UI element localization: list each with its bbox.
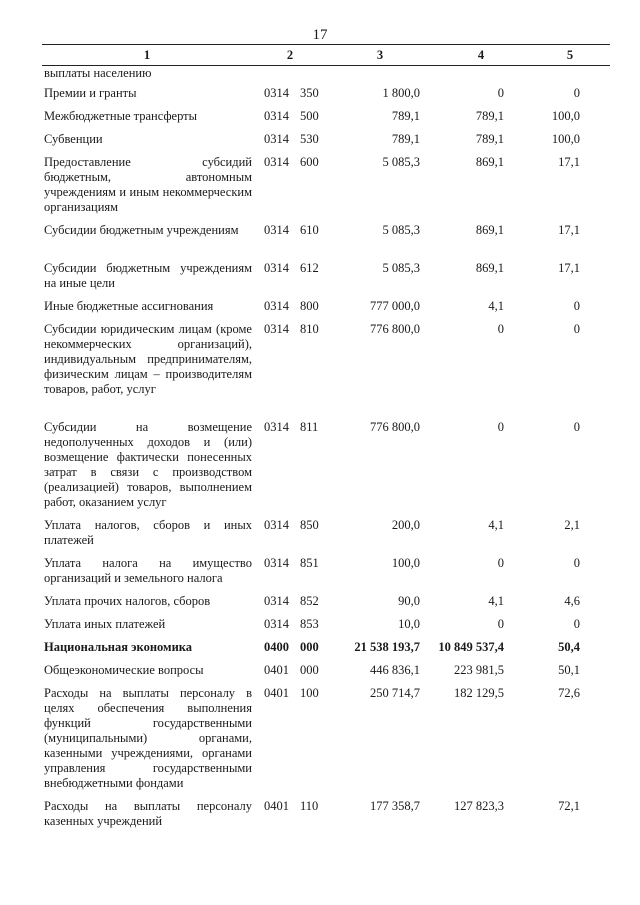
row-percent-value: 0 xyxy=(573,616,580,631)
row-plan-value: 5 085,3 xyxy=(382,260,420,275)
row-actual-value: 182 129,5 xyxy=(454,685,504,700)
section-code: 0314 xyxy=(264,85,289,100)
row-code xyxy=(252,155,328,223)
row-name: Уплата иных платежей xyxy=(44,616,166,631)
table-row xyxy=(42,420,610,518)
table-row xyxy=(42,617,610,640)
row-plan-value: 789,1 xyxy=(391,131,420,146)
expense-type-code: 811 xyxy=(300,419,319,434)
row-name: Уплата налогов, сборов и иных платежей xyxy=(44,517,252,547)
row-code xyxy=(252,594,328,617)
section-code: 0314 xyxy=(264,555,289,570)
row-percent-value: 0 xyxy=(573,555,580,570)
expense-type-code: 600 xyxy=(300,154,319,169)
row-actual-value: 10 849 537,4 xyxy=(438,639,504,654)
row-actual-value: 4,1 xyxy=(488,593,504,608)
row-actual-value: 869,1 xyxy=(475,154,504,169)
row-plan-value: 177 358,7 xyxy=(370,798,420,813)
row-percent-value: 0 xyxy=(573,419,580,434)
table-row xyxy=(42,261,610,299)
row-code xyxy=(252,86,328,109)
row-code xyxy=(252,66,328,86)
row-code xyxy=(252,132,328,155)
section-code: 0401 xyxy=(264,662,289,677)
row-name: Национальная экономика xyxy=(44,639,193,654)
row-actual-value: 0 xyxy=(497,616,504,631)
section-code: 0401 xyxy=(264,685,289,700)
row-code xyxy=(252,799,328,837)
row-plan-value: 5 085,3 xyxy=(382,154,420,169)
row-name: Субсидии бюджетным учреждениям на иные цели xyxy=(44,260,252,290)
expense-type-code: 000 xyxy=(300,662,319,677)
expense-type-code: 610 xyxy=(300,222,319,237)
section-code: 0314 xyxy=(264,131,289,146)
row-plan-value: 10,0 xyxy=(398,616,420,631)
row-percent-value: 50,1 xyxy=(558,662,580,677)
table-row xyxy=(42,223,610,261)
section-code: 0314 xyxy=(264,298,289,313)
table-row xyxy=(42,799,610,837)
column-header: 5 xyxy=(530,45,610,66)
row-name: Субсидии бюджетным учреждениям xyxy=(44,222,239,237)
column-header: 1 xyxy=(42,45,252,66)
section-code: 0314 xyxy=(264,517,289,532)
row-percent-value: 0 xyxy=(573,321,580,336)
row-name: выплаты населению xyxy=(44,66,152,80)
row-name: Расходы на выплаты персоналу в целях обеспечения выполнения функций государственными (муниципальными) органами, казенными учреждениями, органами управления государственными внебюджетными фондами xyxy=(44,685,252,790)
section-code: 0314 xyxy=(264,154,289,169)
row-percent-value: 72,1 xyxy=(558,798,580,813)
section-code: 0314 xyxy=(264,222,289,237)
section-code: 0314 xyxy=(264,419,289,434)
expense-type-code: 810 xyxy=(300,321,319,336)
table-row xyxy=(42,556,610,594)
expense-type-code: 110 xyxy=(300,798,319,813)
table-row xyxy=(42,640,610,663)
row-plan-value: 21 538 193,7 xyxy=(354,639,420,654)
expense-type-code: 612 xyxy=(300,260,319,275)
row-name: Межбюджетные трансферты xyxy=(44,108,198,123)
expense-type-code: 800 xyxy=(300,298,319,313)
expense-type-code: 350 xyxy=(300,85,319,100)
row-code xyxy=(252,420,328,518)
table-row xyxy=(42,109,610,132)
row-actual-value: 0 xyxy=(497,419,504,434)
row-name: Предоставление субсидий бюджетным, автономным учреждениям и иным некоммерческим организациям xyxy=(44,154,252,214)
row-actual-value: 0 xyxy=(497,85,504,100)
expense-type-code: 500 xyxy=(300,108,319,123)
row-code xyxy=(252,109,328,132)
section-code: 0314 xyxy=(264,108,289,123)
row-code xyxy=(252,223,328,261)
expense-type-code: 530 xyxy=(300,131,319,146)
row-code xyxy=(252,640,328,663)
column-header: 2 xyxy=(252,45,328,66)
row-code xyxy=(252,322,328,420)
row-plan-value: 776 800,0 xyxy=(370,321,420,336)
row-percent-value: 0 xyxy=(573,85,580,100)
table-row xyxy=(42,299,610,322)
row-plan-value: 100,0 xyxy=(391,555,420,570)
row-name: Расходы на выплаты персоналу казенных учреждений xyxy=(44,798,252,828)
row-actual-value: 789,1 xyxy=(475,131,504,146)
row-actual-value xyxy=(432,66,530,86)
row-code xyxy=(252,518,328,556)
row-name: Субсидии юридическим лицам (кроме некоммерческих организаций), индивидуальным предпринимателям, физическим лицам – производителям товаров, работ, услуг xyxy=(44,321,252,396)
table-row xyxy=(42,322,610,420)
row-code xyxy=(252,299,328,322)
expense-type-code: 851 xyxy=(300,555,319,570)
row-name: Премии и гранты xyxy=(44,85,137,100)
section-code: 0400 xyxy=(264,639,289,654)
row-percent-value: 17,1 xyxy=(558,222,580,237)
row-name: Иные бюджетные ассигнования xyxy=(44,298,214,313)
row-code xyxy=(252,617,328,640)
row-plan-value: 250 714,7 xyxy=(370,685,420,700)
section-code: 0314 xyxy=(264,260,289,275)
row-code xyxy=(252,663,328,686)
expense-type-code: 000 xyxy=(300,639,319,654)
row-percent-value: 50,4 xyxy=(558,639,580,654)
expense-type-code: 852 xyxy=(300,593,319,608)
row-code xyxy=(252,556,328,594)
expense-type-code: 850 xyxy=(300,517,319,532)
table-row xyxy=(42,132,610,155)
section-code: 0314 xyxy=(264,616,289,631)
row-plan-value: 90,0 xyxy=(398,593,420,608)
table-header-row xyxy=(42,45,610,66)
page-number: 17 xyxy=(312,27,328,43)
budget-table xyxy=(42,44,610,837)
row-plan-value: 446 836,1 xyxy=(370,662,420,677)
row-actual-value: 0 xyxy=(497,321,504,336)
row-percent-value: 4,6 xyxy=(564,593,580,608)
row-plan-value: 1 800,0 xyxy=(382,85,420,100)
row-plan-value: 777 000,0 xyxy=(370,298,420,313)
row-percent-value: 100,0 xyxy=(551,108,580,123)
row-percent-value: 17,1 xyxy=(558,154,580,169)
expense-type-code: 100 xyxy=(300,685,319,700)
expense-type-code: 853 xyxy=(300,616,319,631)
table-row xyxy=(42,594,610,617)
row-code xyxy=(252,261,328,299)
row-actual-value: 127 823,3 xyxy=(454,798,504,813)
section-code: 0401 xyxy=(264,798,289,813)
row-actual-value: 869,1 xyxy=(475,260,504,275)
row-actual-value: 4,1 xyxy=(488,517,504,532)
section-code: 0314 xyxy=(264,593,289,608)
row-percent-value: 2,1 xyxy=(564,517,580,532)
row-code xyxy=(252,686,328,799)
row-actual-value: 0 xyxy=(497,555,504,570)
row-plan-value: 5 085,3 xyxy=(382,222,420,237)
table-row xyxy=(42,86,610,109)
row-plan-value: 200,0 xyxy=(391,517,420,532)
row-name: Уплата прочих налогов, сборов xyxy=(44,593,211,608)
table-row xyxy=(42,155,610,223)
row-plan-value xyxy=(328,66,432,86)
table-body xyxy=(42,66,610,837)
row-percent-value: 0 xyxy=(573,298,580,313)
table-row xyxy=(42,66,610,86)
row-percent-value xyxy=(530,66,610,86)
row-percent-value: 100,0 xyxy=(551,131,580,146)
row-name: Субвенции xyxy=(44,131,103,146)
row-percent-value: 72,6 xyxy=(558,685,580,700)
row-name: Общеэкономические вопросы xyxy=(44,662,204,677)
row-name: Уплата налога на имущество организаций и земельного налога xyxy=(44,555,252,585)
column-header: 4 xyxy=(432,45,530,66)
section-code: 0314 xyxy=(264,321,289,336)
row-name: Субсидии на возмещение недополученных доходов и (или) возмещение фактически понесенных затрат в связи с производством (реализацией) товаров, выполнением работ, оказанием услуг xyxy=(44,419,252,509)
table-row xyxy=(42,663,610,686)
row-actual-value: 223 981,5 xyxy=(454,662,504,677)
row-plan-value: 776 800,0 xyxy=(370,419,420,434)
row-actual-value: 789,1 xyxy=(475,108,504,123)
table-row xyxy=(42,518,610,556)
row-plan-value: 789,1 xyxy=(391,108,420,123)
row-actual-value: 869,1 xyxy=(475,222,504,237)
column-header: 3 xyxy=(328,45,432,66)
row-actual-value: 4,1 xyxy=(488,298,504,313)
table-row xyxy=(42,686,610,799)
row-percent-value: 17,1 xyxy=(558,260,580,275)
